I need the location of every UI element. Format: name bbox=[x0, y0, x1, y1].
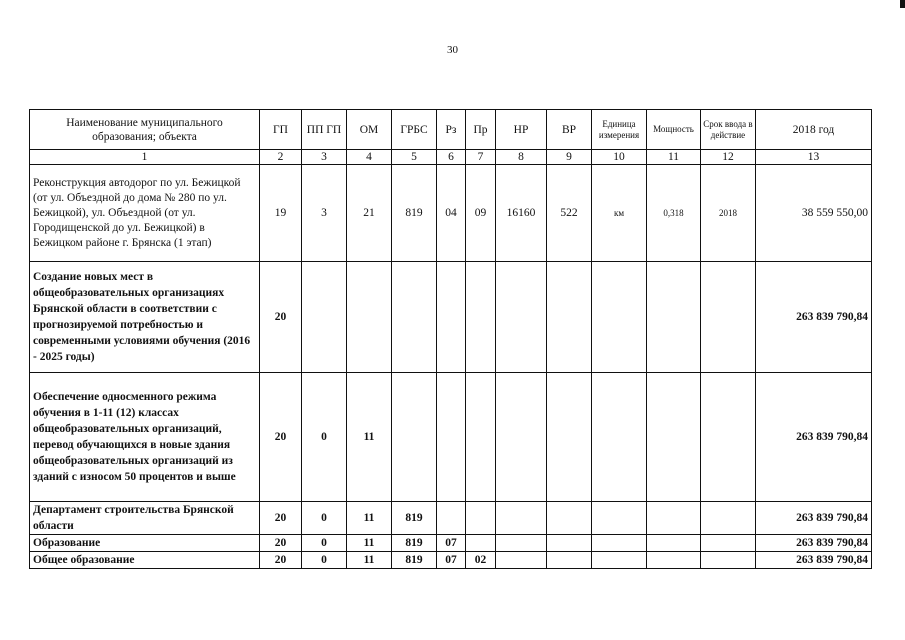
budget-table bbox=[29, 109, 872, 569]
header-unit: Единица измерения bbox=[592, 110, 647, 150]
cell-rz: 07 bbox=[437, 535, 466, 552]
cell-ppgp: 3 bbox=[302, 165, 347, 262]
cell-capacity bbox=[647, 373, 701, 502]
cell-vr bbox=[547, 552, 592, 569]
table-row bbox=[30, 165, 872, 262]
cell-om: 21 bbox=[347, 165, 392, 262]
cell-pr bbox=[466, 502, 496, 535]
table-row bbox=[30, 552, 872, 569]
cell-unit bbox=[592, 373, 647, 502]
cell-nr bbox=[496, 535, 547, 552]
cell-pr bbox=[466, 262, 496, 373]
header-nr: НР bbox=[496, 110, 547, 150]
cell-rz: 04 bbox=[437, 165, 466, 262]
cell-pr bbox=[466, 373, 496, 502]
header-commissioning: Срок ввода в действие bbox=[701, 110, 756, 150]
cell-rz bbox=[437, 373, 466, 502]
cell-unit bbox=[592, 502, 647, 535]
cell-pr: 02 bbox=[466, 552, 496, 569]
cell-om: 11 bbox=[347, 535, 392, 552]
cell-commissioning bbox=[701, 262, 756, 373]
cell-amount: 263 839 790,84 bbox=[756, 552, 872, 569]
cell-vr: 522 bbox=[547, 165, 592, 262]
cell-unit bbox=[592, 552, 647, 569]
column-number: 4 bbox=[347, 150, 392, 165]
cell-grbs: 819 bbox=[392, 535, 437, 552]
cell-om bbox=[347, 262, 392, 373]
cell-amount: 263 839 790,84 bbox=[756, 262, 872, 373]
cell-amount: 38 559 550,00 bbox=[756, 165, 872, 262]
column-number: 11 bbox=[647, 150, 701, 165]
header-year-2018: 2018 год bbox=[756, 110, 872, 150]
cell-ppgp: 0 bbox=[302, 552, 347, 569]
table-row bbox=[30, 373, 872, 502]
cell-nr bbox=[496, 552, 547, 569]
cell-gp: 20 bbox=[260, 262, 302, 373]
column-number: 9 bbox=[547, 150, 592, 165]
cell-om: 11 bbox=[347, 373, 392, 502]
column-number: 1 bbox=[30, 150, 260, 165]
header-ppgp: ПП ГП bbox=[302, 110, 347, 150]
header-capacity: Мощность bbox=[647, 110, 701, 150]
cell-capacity bbox=[647, 552, 701, 569]
row-name: Общее образование bbox=[30, 552, 260, 569]
header-grbs: ГРБС bbox=[392, 110, 437, 150]
cell-capacity: 0,318 bbox=[647, 165, 701, 262]
header-rz: Рз bbox=[437, 110, 466, 150]
cell-om: 11 bbox=[347, 552, 392, 569]
column-number: 10 bbox=[592, 150, 647, 165]
cell-gp: 20 bbox=[260, 552, 302, 569]
cell-grbs bbox=[392, 262, 437, 373]
page-edge-mark bbox=[900, 0, 905, 8]
cell-nr bbox=[496, 502, 547, 535]
column-number: 6 bbox=[437, 150, 466, 165]
row-name: Департамент строительства Брянской области bbox=[30, 502, 260, 535]
cell-grbs bbox=[392, 373, 437, 502]
row-name: Образование bbox=[30, 535, 260, 552]
column-number: 5 bbox=[392, 150, 437, 165]
cell-rz bbox=[437, 262, 466, 373]
cell-gp: 20 bbox=[260, 502, 302, 535]
cell-pr bbox=[466, 535, 496, 552]
table-row bbox=[30, 502, 872, 535]
row-name: Создание новых мест в общеобразовательных организациях Брянской области в соответствии с прогнозируемой потребностью и современными условиями обучения (2016 - 2025 годы) bbox=[30, 262, 260, 373]
cell-gp: 20 bbox=[260, 373, 302, 502]
cell-vr bbox=[547, 373, 592, 502]
cell-unit: км bbox=[592, 165, 647, 262]
cell-rz: 07 bbox=[437, 552, 466, 569]
cell-grbs: 819 bbox=[392, 552, 437, 569]
table-row bbox=[30, 535, 872, 552]
header-gp: ГП bbox=[260, 110, 302, 150]
cell-grbs: 819 bbox=[392, 502, 437, 535]
cell-capacity bbox=[647, 502, 701, 535]
cell-capacity bbox=[647, 535, 701, 552]
column-number: 13 bbox=[756, 150, 872, 165]
row-name: Обеспечение односменного режима обучения в 1-11 (12) классах общеобразовательных организаций, перевод обучающихся в новые здания общеобразовательных организаций из зданий с износом 50 процентов и выше bbox=[30, 373, 260, 502]
cell-amount: 263 839 790,84 bbox=[756, 373, 872, 502]
cell-gp: 20 bbox=[260, 535, 302, 552]
page-number: 30 bbox=[447, 44, 458, 56]
cell-gp: 19 bbox=[260, 165, 302, 262]
cell-nr: 16160 bbox=[496, 165, 547, 262]
column-number: 8 bbox=[496, 150, 547, 165]
header-om: ОМ bbox=[347, 110, 392, 150]
cell-nr bbox=[496, 373, 547, 502]
cell-unit bbox=[592, 262, 647, 373]
cell-ppgp bbox=[302, 262, 347, 373]
cell-ppgp: 0 bbox=[302, 535, 347, 552]
cell-om: 11 bbox=[347, 502, 392, 535]
cell-pr: 09 bbox=[466, 165, 496, 262]
column-number-row bbox=[30, 150, 872, 165]
column-number: 2 bbox=[260, 150, 302, 165]
column-number: 3 bbox=[302, 150, 347, 165]
cell-commissioning bbox=[701, 552, 756, 569]
cell-vr bbox=[547, 535, 592, 552]
cell-ppgp: 0 bbox=[302, 373, 347, 502]
cell-amount: 263 839 790,84 bbox=[756, 535, 872, 552]
cell-amount: 263 839 790,84 bbox=[756, 502, 872, 535]
header-name: Наименование муниципального образования; объекта bbox=[30, 110, 260, 150]
cell-commissioning bbox=[701, 373, 756, 502]
cell-rz bbox=[437, 502, 466, 535]
cell-ppgp: 0 bbox=[302, 502, 347, 535]
cell-commissioning bbox=[701, 502, 756, 535]
row-name: Реконструкция автодорог по ул. Бежицкой (от ул. Объездной до дома № 280 по ул. Бежицкой), ул. Объездной (от ул. Городищенской до ул. Бежицкой) в Бежицком районе г. Брянска (1 этап) bbox=[30, 165, 260, 262]
column-number: 12 bbox=[701, 150, 756, 165]
cell-vr bbox=[547, 502, 592, 535]
cell-unit bbox=[592, 535, 647, 552]
header-row bbox=[30, 110, 872, 150]
cell-nr bbox=[496, 262, 547, 373]
cell-capacity bbox=[647, 262, 701, 373]
cell-commissioning: 2018 bbox=[701, 165, 756, 262]
header-vr: ВР bbox=[547, 110, 592, 150]
column-number: 7 bbox=[466, 150, 496, 165]
cell-grbs: 819 bbox=[392, 165, 437, 262]
table-row bbox=[30, 262, 872, 373]
header-pr: Пр bbox=[466, 110, 496, 150]
cell-commissioning bbox=[701, 535, 756, 552]
cell-vr bbox=[547, 262, 592, 373]
